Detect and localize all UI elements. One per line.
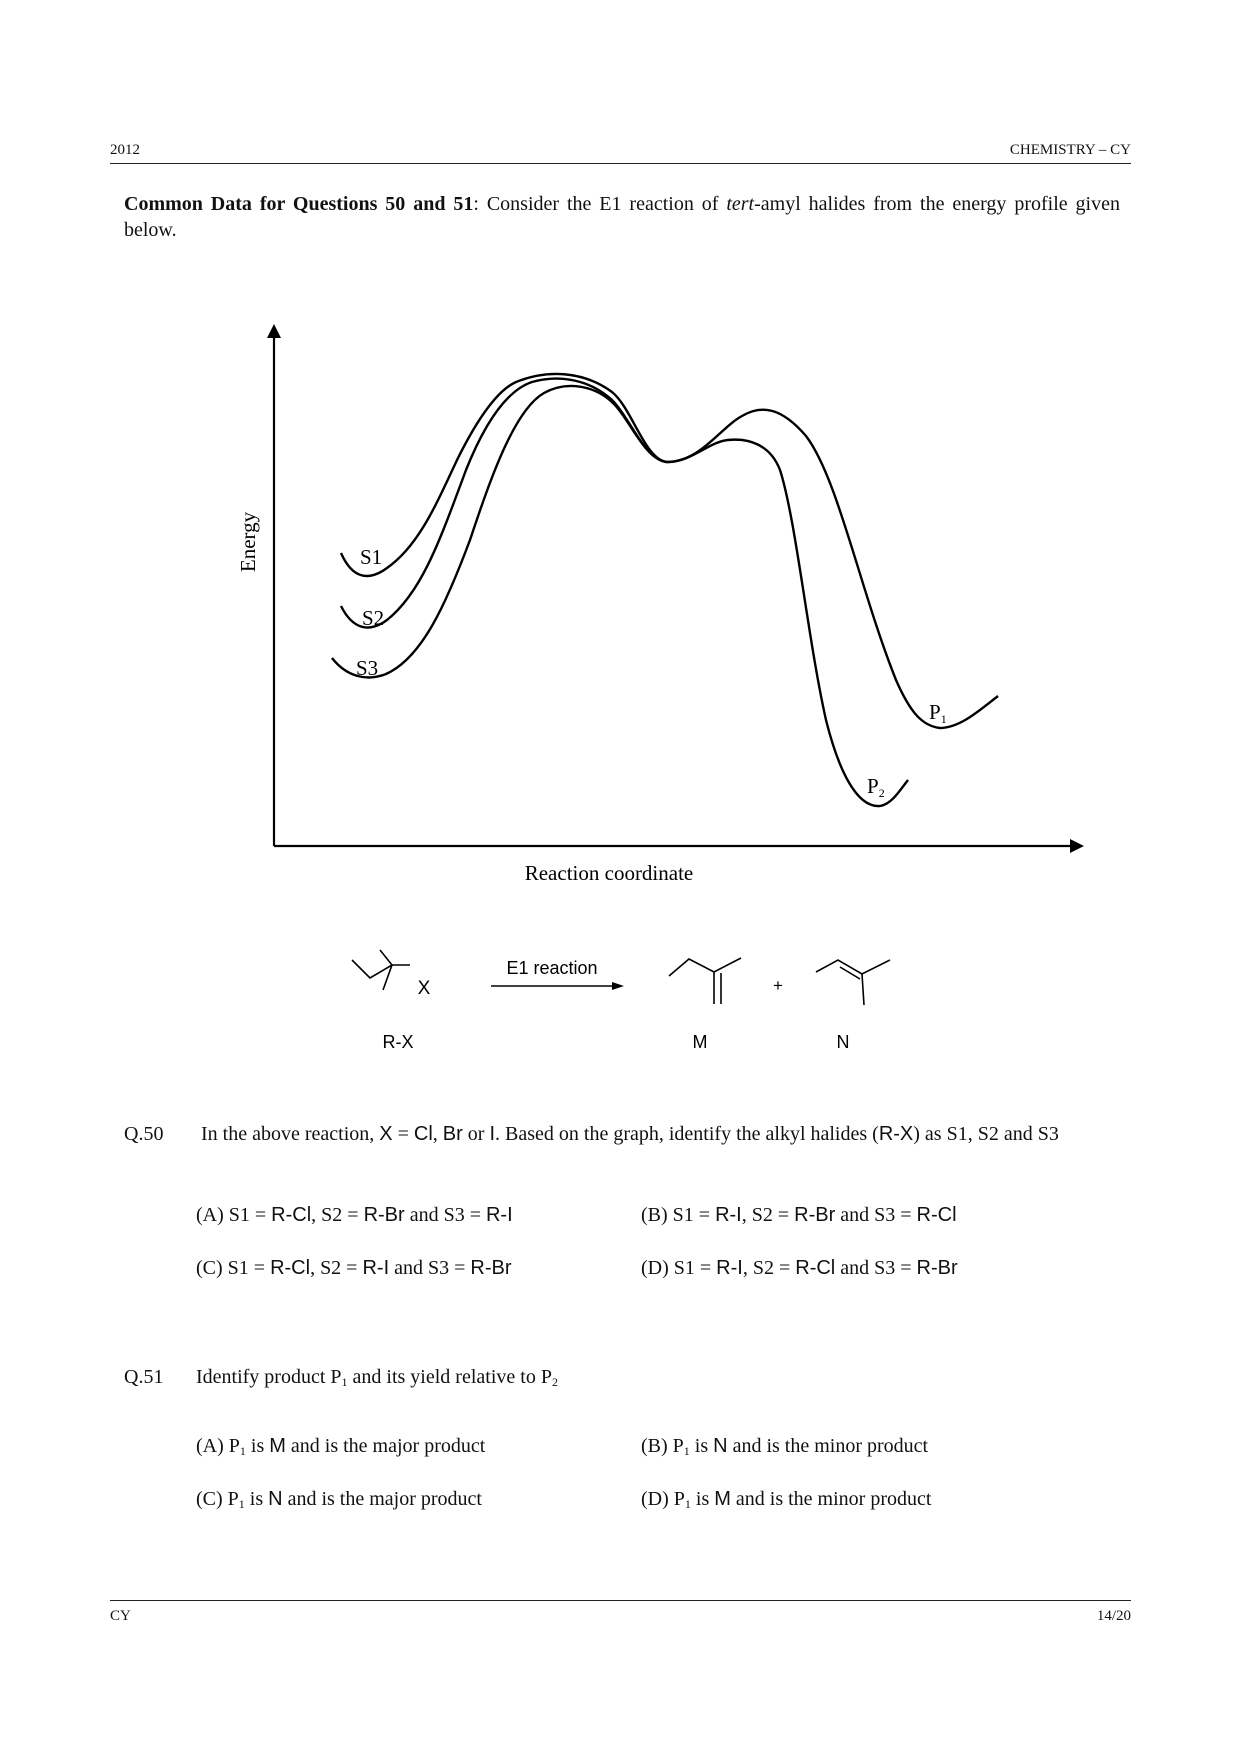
label-p2-letter: P — [867, 774, 879, 798]
header-year: 2012 — [110, 142, 140, 158]
x-axis-label: Reaction coordinate — [524, 861, 694, 885]
q51-option-a[interactable]: (A) $P_1$ is M and is the major product — [196, 1435, 486, 1458]
product-n-structure — [816, 960, 890, 1005]
reaction-arrowhead — [612, 982, 624, 990]
label-s1: S1 — [360, 545, 383, 569]
label-p2-sub: 2 — [878, 786, 885, 800]
curve-s3 — [332, 386, 667, 677]
q50-eq: = — [392, 1123, 414, 1145]
q50-option-a[interactable]: (A) S1 = R-Cl, S2 = R-Br and S3 = R-I — [196, 1204, 513, 1226]
q50-comma: , — [432, 1123, 443, 1145]
label-p1-letter: P — [929, 700, 941, 724]
common-data-text-1: : Consider the E1 reaction of — [473, 193, 727, 215]
q50-rx: R-X — [878, 1123, 914, 1145]
q50-text-b: . Based on the graph, identify the alkyl halides ( — [495, 1123, 879, 1145]
q51-option-c[interactable]: (C) $P_1$ is N and is the major product — [196, 1488, 482, 1511]
label-s3: S3 — [356, 656, 379, 680]
q51-stem: Identify product $P_1$ and its yield relative to $P_2$ — [196, 1366, 558, 1389]
footer-page: 14/20 — [1096, 1608, 1131, 1624]
q50-stem — [196, 1121, 1106, 1148]
q50-br: Br — [442, 1123, 463, 1145]
reactant-structure — [352, 950, 410, 990]
q50-i: I — [489, 1123, 496, 1145]
q50-option-b[interactable]: (B) S1 = R-I, S2 = R-Br and S3 = R-Cl — [641, 1204, 957, 1226]
product-m-label: M — [692, 1032, 708, 1052]
reactant-label: R-X — [382, 1032, 414, 1052]
q51-number: Q.51 — [124, 1366, 164, 1388]
header-subject: CHEMISTRY – CY — [1009, 142, 1131, 158]
q50-option-c[interactable]: (C) S1 = R-Cl, S2 = R-I and S3 = R-Br — [196, 1257, 512, 1279]
curve-p1 — [667, 410, 998, 728]
q51-option-d[interactable]: (D) $P_1$ is M and is the minor product — [641, 1488, 932, 1511]
y-axis-arrowhead — [267, 324, 281, 338]
label-p1-sub: 1 — [940, 712, 947, 726]
label-p2 — [867, 774, 885, 800]
q50-text-a: In the above reaction, — [201, 1123, 380, 1145]
x-axis-arrowhead — [1070, 839, 1084, 853]
reaction-scheme — [0, 930, 1241, 1060]
q50-option-d[interactable]: (D) S1 = R-I, S2 = R-Cl and S3 = R-Br — [641, 1257, 958, 1279]
q50-text-c: ) as S1, S2 and S3 — [913, 1123, 1059, 1145]
common-data-lead: Common Data for Questions 50 and 51 — [124, 193, 474, 215]
product-n-label: N — [836, 1032, 850, 1052]
q50-or: or — [462, 1123, 490, 1145]
common-data-text-2: -amyl halides from the energy profile given below. — [124, 193, 1120, 241]
curve-s2 — [341, 379, 667, 628]
footer-code: CY — [110, 1608, 131, 1624]
label-p1 — [929, 700, 947, 726]
product-m-structure — [669, 958, 741, 1004]
q50-cl: Cl — [413, 1123, 433, 1145]
common-data-italic: tert — [726, 193, 755, 215]
reaction-arrow-label: E1 reaction — [506, 958, 598, 978]
curve-s1 — [341, 374, 667, 576]
curve-p2 — [667, 440, 908, 806]
q50-x: X — [379, 1123, 393, 1145]
label-s2: S2 — [362, 606, 385, 630]
q50-number: Q.50 — [124, 1123, 164, 1145]
reactant-x-label: X — [417, 978, 431, 999]
footer-rule — [110, 1600, 1131, 1601]
y-axis-label: Energy — [236, 511, 260, 573]
q51-option-b[interactable]: (B) $P_1$ is N and is the minor product — [641, 1435, 929, 1458]
plus-sign: + — [773, 976, 783, 995]
